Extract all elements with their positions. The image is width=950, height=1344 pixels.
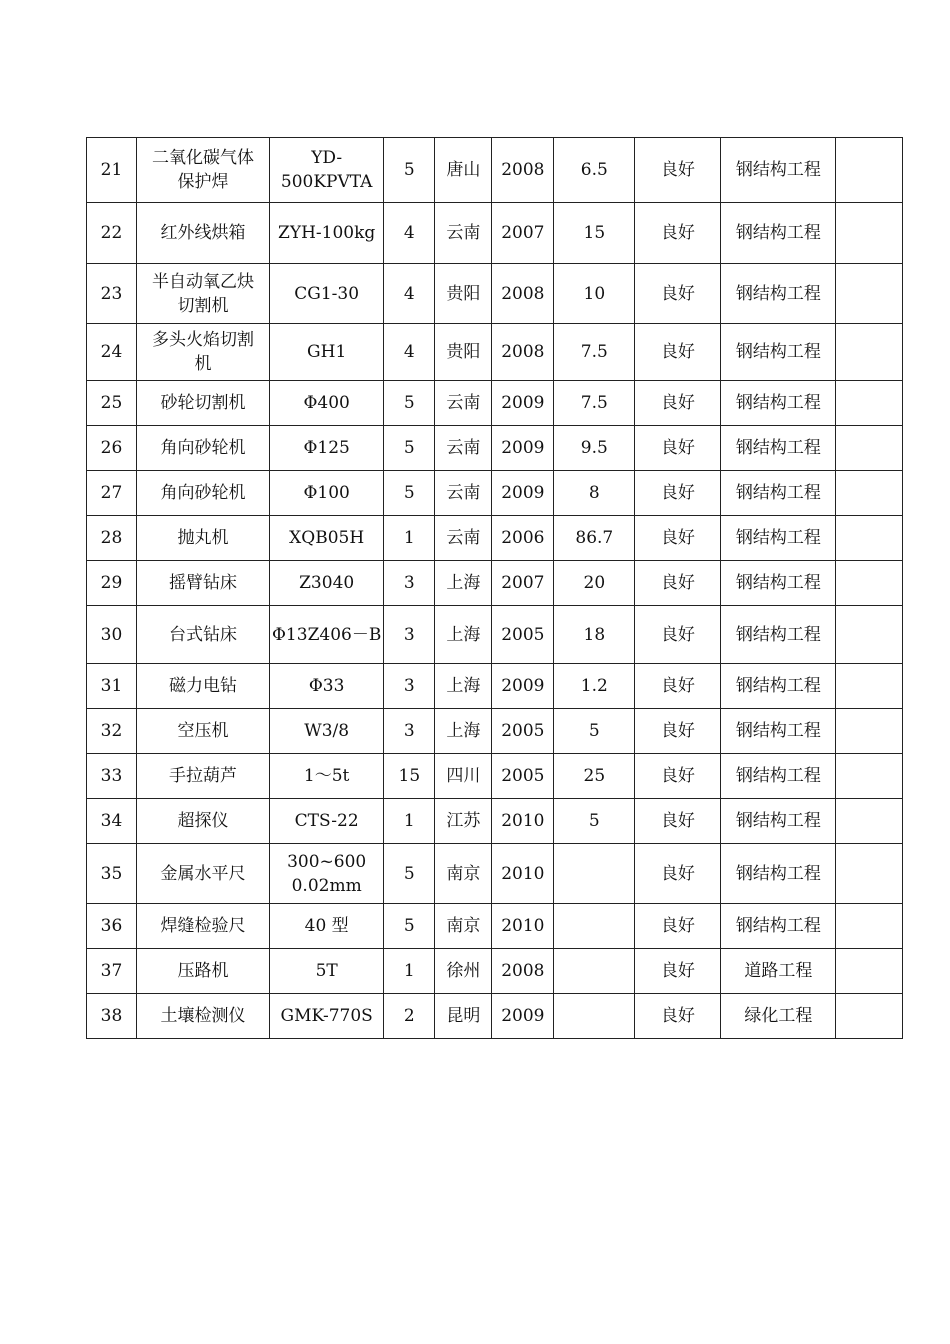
cell-usage: 钢结构工程 [721,264,836,324]
cell-name-line: 砂轮切割机 [160,393,246,413]
cell-model [270,324,384,381]
cell-usage: 道路工程 [721,949,836,994]
cell-condition: 良好 [635,606,721,664]
cell-qty: 15 [384,754,435,799]
cell-model [270,844,384,904]
cell-remark [836,799,903,844]
cell-name-line: 多头火焰切割 [152,330,254,350]
cell-name [137,561,270,606]
cell-name-line: 角向砂轮机 [160,483,246,503]
cell-remark [836,203,903,264]
cell-qty: 5 [384,138,435,203]
cell-name [137,138,270,203]
table-row [87,203,903,264]
cell-name-line: 摇臂钻床 [169,573,237,593]
cell-year: 2005 [492,709,554,754]
cell-origin: 四川 [435,754,492,799]
cell-year: 2010 [492,799,554,844]
table-row [87,381,903,426]
cell-model-line: CTS-22 [294,811,359,831]
cell-qty: 3 [384,709,435,754]
cell-origin: 上海 [435,664,492,709]
cell-name-line: 台式钻床 [169,624,237,645]
cell-origin: 南京 [435,904,492,949]
cell-usage: 钢结构工程 [721,203,836,264]
cell-origin: 徐州 [435,949,492,994]
table-row [87,264,903,324]
cell-model-line: 1～5t [303,766,350,786]
cell-no: 26 [87,426,137,471]
cell-model-line: Φ400 [303,393,350,413]
cell-qty: 5 [384,426,435,471]
cell-name [137,799,270,844]
table-row [87,606,903,664]
cell-model [270,138,384,203]
cell-year: 2009 [492,471,554,516]
cell-condition: 良好 [635,203,721,264]
cell-usage: 钢结构工程 [721,904,836,949]
cell-model [270,203,384,264]
cell-model-line: Z3040 [299,573,355,593]
cell-model [270,994,384,1039]
cell-power: 7.5 [554,324,635,381]
table-row [87,844,903,904]
cell-usage: 钢结构工程 [721,754,836,799]
cell-year: 2008 [492,138,554,203]
cell-year: 2009 [492,994,554,1039]
table-row [87,471,903,516]
cell-name-line: 压路机 [177,961,229,981]
cell-usage: 钢结构工程 [721,138,836,203]
cell-condition: 良好 [635,264,721,324]
cell-origin: 贵阳 [435,324,492,381]
cell-name [137,264,270,324]
cell-name [137,516,270,561]
cell-usage: 钢结构工程 [721,709,836,754]
cell-name [137,844,270,904]
cell-condition: 良好 [635,799,721,844]
cell-year: 2005 [492,606,554,664]
cell-origin: 云南 [435,203,492,264]
cell-year: 2006 [492,516,554,561]
cell-model-line: W3/8 [304,721,350,741]
cell-name-line: 切割机 [177,295,229,316]
cell-origin: 贵阳 [435,264,492,324]
cell-year: 2009 [492,426,554,471]
cell-origin: 上海 [435,606,492,664]
cell-qty: 4 [384,264,435,324]
cell-usage: 钢结构工程 [721,799,836,844]
cell-remark [836,426,903,471]
cell-year: 2009 [492,664,554,709]
cell-year: 2008 [492,264,554,324]
cell-no: 28 [87,516,137,561]
cell-model-line: GMK-770S [280,1006,373,1026]
cell-name-line: 抛丸机 [177,528,229,548]
cell-year: 2010 [492,904,554,949]
cell-condition: 良好 [635,324,721,381]
cell-remark [836,138,903,203]
cell-power: 20 [554,561,635,606]
table-row [87,949,903,994]
cell-name-line: 保护焊 [177,172,229,192]
cell-model [270,904,384,949]
cell-name-line: 焊缝检验尺 [160,916,246,936]
cell-usage: 钢结构工程 [721,381,836,426]
table-row [87,138,903,203]
cell-remark [836,994,903,1039]
cell-qty: 3 [384,561,435,606]
cell-remark [836,324,903,381]
cell-model-line: 300~600 [287,851,367,872]
cell-power: 15 [554,203,635,264]
cell-condition: 良好 [635,844,721,904]
cell-usage: 钢结构工程 [721,324,836,381]
table-row [87,664,903,709]
cell-no: 29 [87,561,137,606]
cell-no: 36 [87,904,137,949]
cell-model-line: CG1-30 [294,283,360,304]
cell-name-line: 红外线烘箱 [160,223,246,243]
cell-condition: 良好 [635,426,721,471]
cell-remark [836,949,903,994]
cell-year: 2008 [492,949,554,994]
cell-power [554,949,635,994]
cell-qty: 3 [384,606,435,664]
cell-model [270,381,384,426]
cell-model-line: 40 型 [304,916,349,936]
cell-condition: 良好 [635,994,721,1039]
table-row [87,994,903,1039]
cell-model [270,516,384,561]
cell-year: 2005 [492,754,554,799]
cell-name [137,709,270,754]
cell-remark [836,754,903,799]
cell-remark [836,844,903,904]
cell-condition: 良好 [635,754,721,799]
cell-usage: 钢结构工程 [721,471,836,516]
table-row [87,754,903,799]
cell-remark [836,664,903,709]
cell-power: 1.2 [554,664,635,709]
cell-power: 86.7 [554,516,635,561]
table-row [87,799,903,844]
cell-origin: 云南 [435,516,492,561]
cell-remark [836,516,903,561]
table-row [87,516,903,561]
cell-qty: 5 [384,844,435,904]
cell-model-line: Φ13Z406－B [272,624,382,645]
cell-qty: 4 [384,324,435,381]
cell-qty: 1 [384,799,435,844]
cell-condition: 良好 [635,516,721,561]
cell-condition: 良好 [635,664,721,709]
cell-power: 6.5 [554,138,635,203]
cell-condition: 良好 [635,949,721,994]
cell-model-line: 0.02mm [291,875,362,896]
cell-origin: 江苏 [435,799,492,844]
cell-name-line: 磁力电钻 [169,676,237,696]
cell-origin: 昆明 [435,994,492,1039]
cell-name-line: 空压机 [177,721,229,741]
cell-name [137,949,270,994]
cell-qty: 5 [384,471,435,516]
cell-model [270,754,384,799]
cell-name [137,606,270,664]
cell-year: 2008 [492,324,554,381]
cell-no: 33 [87,754,137,799]
cell-name [137,381,270,426]
cell-name-line: 金属水平尺 [160,863,246,884]
equipment-table [86,137,903,1039]
cell-no: 37 [87,949,137,994]
cell-origin: 云南 [435,471,492,516]
cell-name [137,203,270,264]
cell-usage: 钢结构工程 [721,606,836,664]
cell-year: 2010 [492,844,554,904]
cell-power [554,994,635,1039]
cell-qty: 1 [384,516,435,561]
cell-origin: 唐山 [435,138,492,203]
cell-model [270,949,384,994]
cell-no: 32 [87,709,137,754]
cell-power: 7.5 [554,381,635,426]
cell-usage: 钢结构工程 [721,516,836,561]
cell-usage: 钢结构工程 [721,426,836,471]
cell-model-line: GH1 [307,342,347,362]
cell-model-line: 5T [315,961,338,981]
cell-model [270,606,384,664]
cell-model-line: Φ100 [303,483,350,503]
cell-name [137,904,270,949]
cell-model [270,709,384,754]
cell-year: 2007 [492,203,554,264]
table-row [87,426,903,471]
cell-condition: 良好 [635,561,721,606]
cell-model [270,426,384,471]
cell-condition: 良好 [635,904,721,949]
cell-power: 18 [554,606,635,664]
cell-model [270,664,384,709]
cell-origin: 云南 [435,381,492,426]
cell-origin: 上海 [435,709,492,754]
cell-power: 5 [554,709,635,754]
cell-name-line: 半自动氧乙炔 [152,271,254,292]
cell-name-line: 二氧化碳气体 [152,148,254,168]
cell-name [137,471,270,516]
cell-remark [836,381,903,426]
cell-no: 25 [87,381,137,426]
cell-model [270,799,384,844]
cell-usage: 绿化工程 [721,994,836,1039]
cell-model-line: 500KPVTA [280,172,373,192]
cell-model-line: YD- [311,148,343,168]
equipment-table-body [87,138,903,1039]
cell-name [137,324,270,381]
cell-no: 34 [87,799,137,844]
cell-remark [836,561,903,606]
cell-name-line: 土壤检测仪 [160,1006,246,1026]
cell-model-line: XQB05H [289,528,365,548]
cell-no: 38 [87,994,137,1039]
cell-year: 2009 [492,381,554,426]
cell-remark [836,264,903,324]
cell-model [270,471,384,516]
cell-usage: 钢结构工程 [721,664,836,709]
cell-power [554,844,635,904]
cell-no: 23 [87,264,137,324]
cell-qty: 2 [384,994,435,1039]
cell-remark [836,606,903,664]
cell-name [137,994,270,1039]
cell-no: 21 [87,138,137,203]
cell-power [554,904,635,949]
cell-power: 9.5 [554,426,635,471]
cell-origin: 南京 [435,844,492,904]
cell-no: 22 [87,203,137,264]
cell-model [270,264,384,324]
cell-model-line: ZYH-100kg [278,223,376,243]
cell-no: 35 [87,844,137,904]
cell-no: 24 [87,324,137,381]
cell-model [270,561,384,606]
cell-no: 31 [87,664,137,709]
cell-remark [836,471,903,516]
cell-condition: 良好 [635,471,721,516]
cell-power: 10 [554,264,635,324]
cell-origin: 云南 [435,426,492,471]
cell-qty: 4 [384,203,435,264]
table-row [87,904,903,949]
cell-no: 27 [87,471,137,516]
cell-name-line: 机 [194,354,212,374]
cell-no: 30 [87,606,137,664]
cell-condition: 良好 [635,709,721,754]
cell-remark [836,904,903,949]
cell-qty: 3 [384,664,435,709]
cell-power: 25 [554,754,635,799]
cell-power: 5 [554,799,635,844]
cell-name [137,754,270,799]
cell-condition: 良好 [635,138,721,203]
cell-usage: 钢结构工程 [721,561,836,606]
cell-origin: 上海 [435,561,492,606]
cell-remark [836,709,903,754]
table-row [87,324,903,381]
table-row [87,561,903,606]
cell-name [137,426,270,471]
cell-qty: 5 [384,381,435,426]
cell-name-line: 手拉葫芦 [169,766,237,786]
table-row [87,709,903,754]
cell-model-line: Φ33 [308,676,345,696]
cell-model-line: Φ125 [303,438,350,458]
cell-qty: 1 [384,949,435,994]
cell-name-line: 超探仪 [177,811,229,831]
cell-qty: 5 [384,904,435,949]
cell-usage: 钢结构工程 [721,844,836,904]
cell-year: 2007 [492,561,554,606]
cell-name [137,664,270,709]
cell-power: 8 [554,471,635,516]
cell-name-line: 角向砂轮机 [160,438,246,458]
cell-condition: 良好 [635,381,721,426]
